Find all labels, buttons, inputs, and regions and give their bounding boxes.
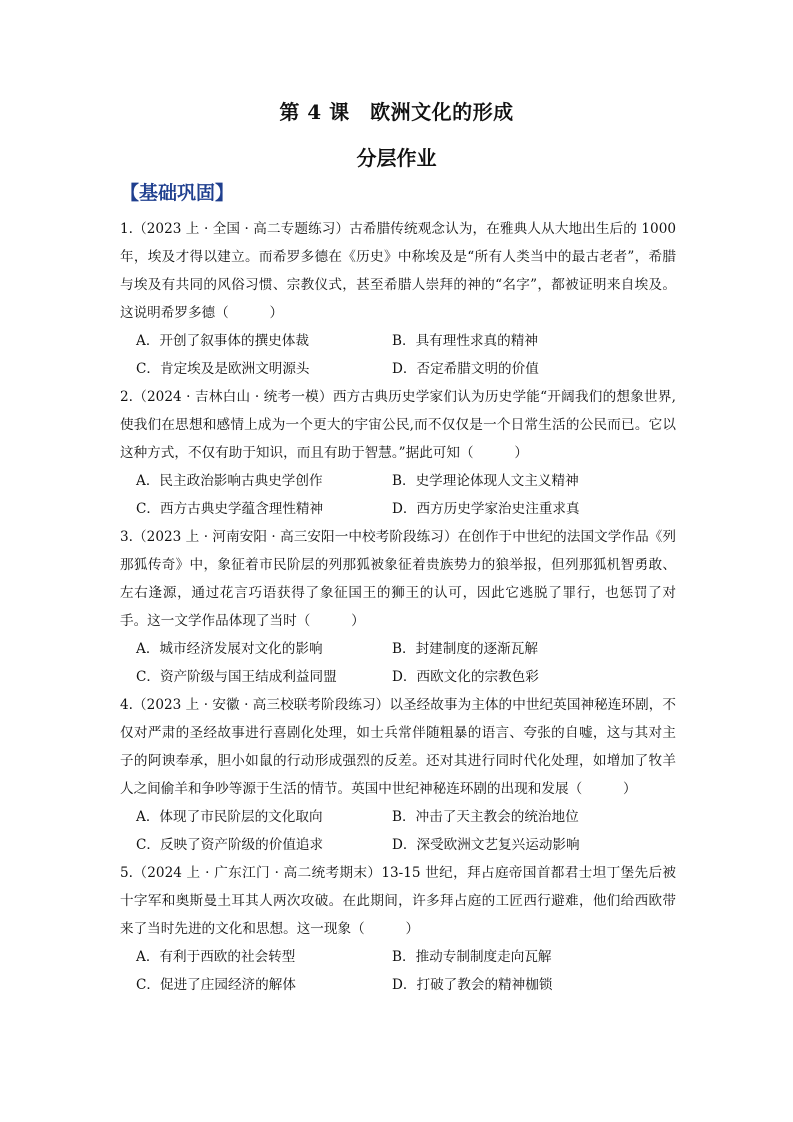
option-d: D．西欧文化的宗教色彩	[392, 669, 539, 685]
option-b: B．冲击了天主教会的统治地位	[392, 809, 579, 825]
question-text: 5.（2024 上 · 广东江门 · 高二统考期末）13-15 世纪，拜占庭帝国首都君士坦丁堡先后被十字军和奥斯曼土耳其人两次攻破。在此期间，许多拜占庭的工匠西行避难，他们给西欧带来了当时先进的文化和思想。这一现象（ ）	[120, 865, 676, 937]
option-grid	[120, 467, 676, 523]
option-c: C．促进了庄园经济的解体	[136, 977, 296, 993]
option-b: B．史学理论体现人文主义精神	[392, 473, 579, 489]
option-c: C．反映了资产阶级的价值追求	[136, 837, 324, 853]
option-d: D．打破了教会的精神枷锁	[392, 977, 553, 993]
question-list	[120, 215, 676, 999]
question-text: 1.（2023 上 · 全国 · 高二专题练习）古希腊传统观念认为，在雅典人从大地出生后的 1000 年，埃及才得以建立。而希罗多德在《历史》中称埃及是“所有人类当中的最古老者”，希腊与埃及有共同的风俗习惯、宗教仪式，甚至希腊人崇拜的神的“名字”，都被证明来自埃及。这说明希罗多德（ ）	[120, 221, 676, 321]
section-heading: 【基础巩固】	[120, 182, 235, 204]
option-a: A．城市经济发展对文化的影响	[136, 641, 323, 657]
question-4	[120, 691, 676, 859]
question-1	[120, 215, 676, 383]
option-b: B．具有理性求真的精神	[392, 333, 538, 349]
question-text: 3.（2023 上 · 河南安阳 · 高三安阳一中校考阶段练习）在创作于中世纪的法国文学作品《列那狐传奇》中，象征着市民阶层的列那狐被象征着贵族势力的狼举报，但列那狐机智勇敢、左右逢源，通过花言巧语获得了象征国王的狮王的认可，因此它逃脱了罪行，也惩罚了对手。这一文学作品体现了当时（ ）	[120, 529, 676, 629]
option-d: D．西方历史学家治史注重求真	[392, 501, 580, 517]
option-a: A．开创了叙事体的撰史体裁	[136, 333, 309, 349]
option-a: A．体现了市民阶层的文化取向	[136, 809, 323, 825]
option-b: B．封建制度的逐渐瓦解	[392, 641, 538, 657]
option-d: D．深受欧洲文艺复兴运动影响	[392, 837, 580, 853]
option-c: C．西方古典史学蕴含理性精神	[136, 501, 324, 517]
question-text: 4.（2023 上 · 安徽 · 高三校联考阶段练习）以圣经故事为主体的中世纪英国神秘连环剧，不仅对严肃的圣经故事进行喜剧化处理，如士兵常伴随粗暴的语言、夸张的自嘘，这与其对主子的阿谀奉承，胆小如鼠的行动形成强烈的反差。还对其进行同时代化处理，如增加了牧羊人之间偷羊和争吵等源于生活的情节。英国中世纪神秘连环剧的出现和发展（ ）	[120, 697, 676, 797]
option-b: B．推动专制制度走向瓦解	[392, 949, 552, 965]
option-grid	[120, 635, 676, 691]
question-2	[120, 383, 676, 523]
page-title: 第 4 课 欧洲文化的形成	[279, 100, 514, 124]
option-grid	[120, 327, 676, 383]
option-grid	[120, 943, 676, 999]
option-c: C．资产阶级与国王结成利益同盟	[136, 669, 337, 685]
question-5	[120, 859, 676, 999]
option-a: A．有利于西欧的社会转型	[136, 949, 296, 965]
option-a: A．民主政治影响古典史学创作	[136, 473, 323, 489]
question-text: 2.（2024 · 吉林白山 · 统考一模）西方古典历史学家们认为历史学能“开阔我们的想象世界,使我们在思想和感情上成为一个更大的宇宙公民,而不仅仅是一个日常生活的公民而已。它以这种方式，不仅有助于知识，而且有助于智慧。”据此可知（ ）	[120, 389, 676, 461]
page-subtitle: 分层作业	[356, 146, 437, 170]
option-grid	[120, 803, 676, 859]
option-d: D．否定希腊文明的价值	[392, 361, 539, 377]
question-3	[120, 523, 676, 691]
option-c: C．肯定埃及是欧洲文明源头	[136, 361, 310, 377]
